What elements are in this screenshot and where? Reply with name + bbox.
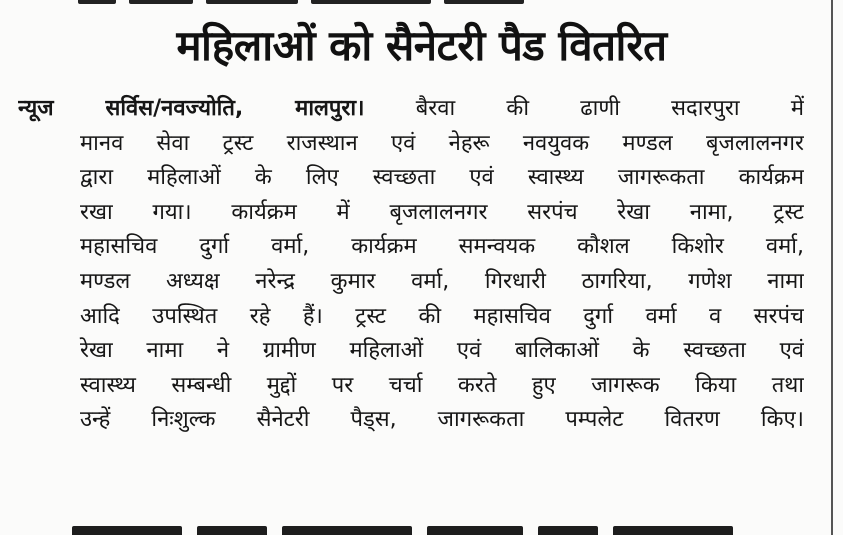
cropped-glyph	[282, 526, 412, 535]
cropped-glyph	[197, 526, 267, 535]
cropped-glyph	[78, 0, 116, 4]
article-line-text: बैरवा की ढाणी सदारपुरा में	[415, 96, 804, 121]
article-headline: महिलाओं को सैनेटरी पैड वितरित	[176, 21, 667, 70]
article-line: उन्हें निःशुल्क सैनेटरी पैड्स, जागरूकता पम्पलेट वितरण किए।	[80, 407, 804, 433]
article-line: द्वारा महिलाओं के लिए स्वच्छता एवं स्वास्थ्य जागरूकता कार्यक्रम	[80, 165, 804, 191]
article-body	[18, 92, 804, 438]
article-line: रखा गया। कार्यक्रम में बृजलालनगर सरपंच रेखा नामा, ट्रस्ट	[80, 199, 804, 225]
cropped-glyph	[538, 526, 598, 535]
article-line: मानव सेवा ट्रस्ट राजस्थान एवं नेहरू नवयुवक मण्डल बृजलालनगर	[80, 130, 804, 156]
article-line: मण्डल अध्यक्ष नरेन्द्र कुमार वर्मा, गिरधारी ठागरिया, गणेश नामा	[80, 268, 804, 294]
cropped-glyph	[444, 0, 524, 4]
article-dateline: न्यूज सर्विस/नवज्योति, मालपुरा।	[18, 96, 365, 121]
cropped-text-bottom	[72, 518, 762, 535]
cropped-glyph	[206, 0, 298, 4]
article-line: महासचिव दुर्गा वर्मा, कार्यक्रम समन्वयक कौशल किशोर वर्मा,	[80, 234, 804, 260]
article-line: आदि उपस्थित रहे हैं। ट्रस्ट की महासचिव दुर्गा वर्मा व सरपंच	[80, 303, 804, 329]
cropped-glyph	[427, 526, 523, 535]
cropped-text-top	[78, 0, 548, 4]
article-line	[18, 92, 804, 127]
article-line: रेखा नामा ने ग्रामीण महिलाओं एवं बालिकाओं के स्वच्छता एवं	[80, 338, 804, 364]
article-line: स्वास्थ्य सम्बन्धी मुद्दों पर चर्चा करते हुए जागरूक किया तथा	[80, 372, 804, 398]
cropped-glyph	[72, 526, 182, 535]
cropped-glyph	[613, 526, 733, 535]
cropped-glyph	[311, 0, 431, 4]
cropped-glyph	[129, 0, 193, 4]
column-rule	[831, 0, 833, 535]
